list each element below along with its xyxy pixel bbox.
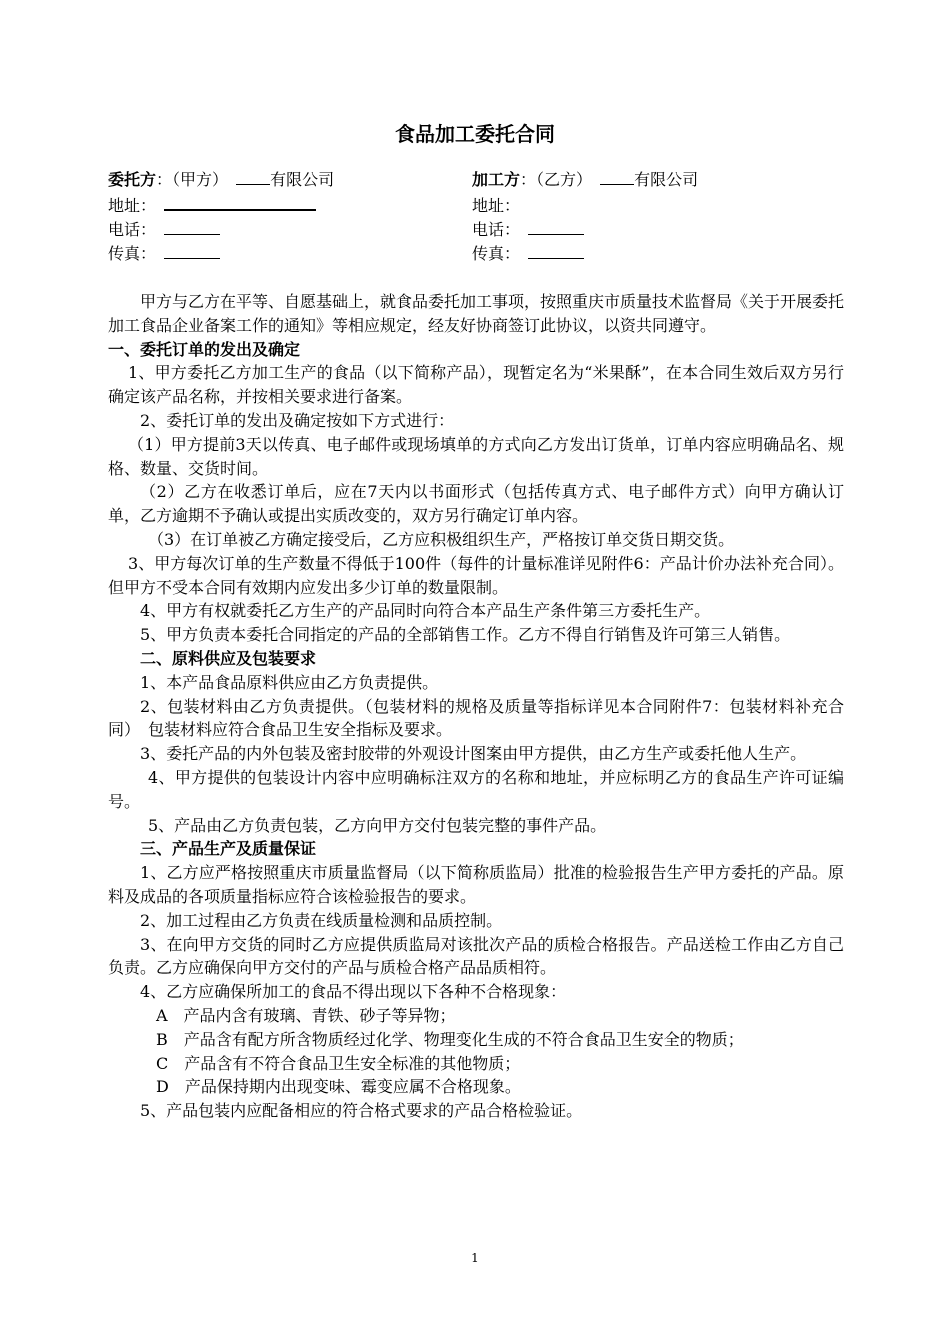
contractor-phone-blank — [528, 220, 584, 235]
section-heading: 三、产品生产及质量保证 — [140, 839, 317, 859]
client-phone-line — [108, 218, 220, 242]
client-name-line: 委托方：（甲方） 有限公司 — [108, 170, 335, 189]
contractor-phone-line — [472, 218, 584, 242]
section-heading: 一、委托订单的发出及确定 — [108, 339, 301, 359]
paragraph: 5、甲方负责本委托合同指定的产品的全部销售工作。乙方不得自行销售及许可第三人销售。 — [140, 625, 791, 645]
page-number: 1 — [471, 1251, 479, 1265]
paragraph: 1、甲方委托乙方加工生产的食品（以下简称产品），现暂定名为“米果酥”，在本合同生效后双方另行确定该产品名称，并按相关要求进行备案。 — [108, 363, 844, 407]
contractor-role: （乙方） — [536, 170, 585, 189]
contractor-name-blank — [600, 170, 634, 185]
client-fax-line — [108, 242, 220, 266]
paragraph: （2）乙方在收悉订单后，应在7天内以书面形式（包括传真方式、电子邮件方式）向甲方确认订单，乙方逾期不予确认或提出实质改变的，双方另行确定订单内容。 — [108, 482, 844, 526]
paragraph: C 产品含有不符合食品卫生安全标准的其他物质； — [156, 1053, 521, 1073]
paragraph: 4、甲方提供的包装设计内容中应明确标注双方的名称和地址，并应标明乙方的食品生产许可证编号。 — [108, 767, 844, 811]
contractor-fax-label: 传真： — [472, 244, 513, 263]
document-title: 食品加工委托合同 — [395, 122, 555, 146]
contractor-fax-line — [472, 242, 584, 266]
paragraph: 2、包装材料由乙方负责提供。（包装材料的规格及质量等指标详见本合同附件7：包装材料补充合同） 包装材料应符合食品卫生安全指标及要求。 — [108, 696, 844, 740]
paragraph: 3、委托产品的内外包装及密封胶带的外观设计图案由甲方提供，由乙方生产或委托他人生产。 — [140, 744, 807, 764]
contractor-fax-blank — [528, 244, 584, 259]
paragraph: （1）甲方提前3天以传真、电子邮件或现场填单的方式向乙方发出订货单，订单内容应明确品名、规格、数量、交货时间。 — [108, 434, 844, 478]
client-phone-blank — [164, 220, 220, 235]
contractor-name-line: 加工方：（乙方） 有限公司 — [472, 170, 699, 189]
client-fax-blank — [164, 244, 220, 259]
client-phone-label: 电话： — [108, 220, 149, 239]
paragraph: 2、加工过程由乙方负责在线质量检测和品质控制。 — [140, 910, 503, 930]
contractor-label: 加工方 — [472, 170, 521, 189]
paragraph: 1、乙方应严格按照重庆市质量监督局（以下简称质监局）批准的检验报告生产甲方委托的产品。原料及成品的各项质量指标应符合该检验报告的要求。 — [108, 863, 844, 906]
client-label: 委托方 — [108, 170, 157, 189]
paragraph: 4、乙方应确保所加工的食品不得出现以下各种不合格现象： — [140, 982, 567, 1002]
paragraph: 4、甲方有权就委托乙方生产的产品同时向符合本产品生产条件第三方委托生产。 — [140, 601, 711, 621]
paragraph: B 产品含有配方所含物质经过化学、物理变化生成的不符合食品卫生安全的物质； — [156, 1029, 744, 1049]
paragraph: 5、产品包装内应配备相应的符合格式要求的产品合格检验证。 — [140, 1101, 583, 1121]
client-address-line — [108, 194, 316, 218]
client-fax-label: 传真： — [108, 244, 149, 263]
contract-body — [108, 290, 844, 1123]
client-address-label: 地址： — [108, 196, 149, 215]
section-heading: 二、原料供应及包装要求 — [140, 648, 317, 668]
contractor-address-line — [472, 194, 520, 218]
contractor-address-label: 地址： — [472, 196, 521, 215]
paragraph: 5、产品由乙方负责包装，乙方向甲方交付包装完整的事件产品。 — [148, 815, 607, 835]
paragraph: A 产品内含有玻璃、青铁、砂子等异物； — [156, 1005, 456, 1025]
paragraph: （3）在订单被乙方确定接受后，乙方应积极组织生产，严格按订单交货日期交货。 — [148, 529, 735, 549]
client-role: （甲方） — [172, 170, 221, 189]
paragraph: D 产品保持期内出现变味、霉变应属不合格现象。 — [156, 1077, 521, 1097]
paragraph: 2、委托订单的发出及确定按如下方式进行： — [140, 410, 455, 430]
client-address-blank — [164, 195, 316, 211]
paragraph: 1、本产品食品原料供应由乙方负责提供。 — [140, 672, 439, 692]
paragraph: 3、在向甲方交货的同时乙方应提供质监局对该批次产品的质检合格报告。产品送检工作由乙方自己负责。乙方应确保向甲方交付的产品与质检合格产品品质相符。 — [108, 934, 844, 978]
contractor-company: 有限公司 — [634, 170, 699, 189]
contractor-phone-label: 电话： — [472, 220, 513, 239]
paragraph: 甲方与乙方在平等、自愿基础上，就食品委托加工事项，按照重庆市质量技术监督局《关于开展委托加工食品企业备案工作的通知》等相应规定，经友好协商签订此协议，以资共同遵守。 — [108, 292, 845, 335]
client-company: 有限公司 — [270, 170, 335, 189]
paragraph: 3、甲方每次订单的生产数量不得低于100件（每件的计量标准详见附件6：产品计价办法补充合同）。但甲方不受本合同有效期内应发出多少订单的数量限制。 — [108, 553, 844, 597]
client-name-blank — [236, 170, 270, 185]
